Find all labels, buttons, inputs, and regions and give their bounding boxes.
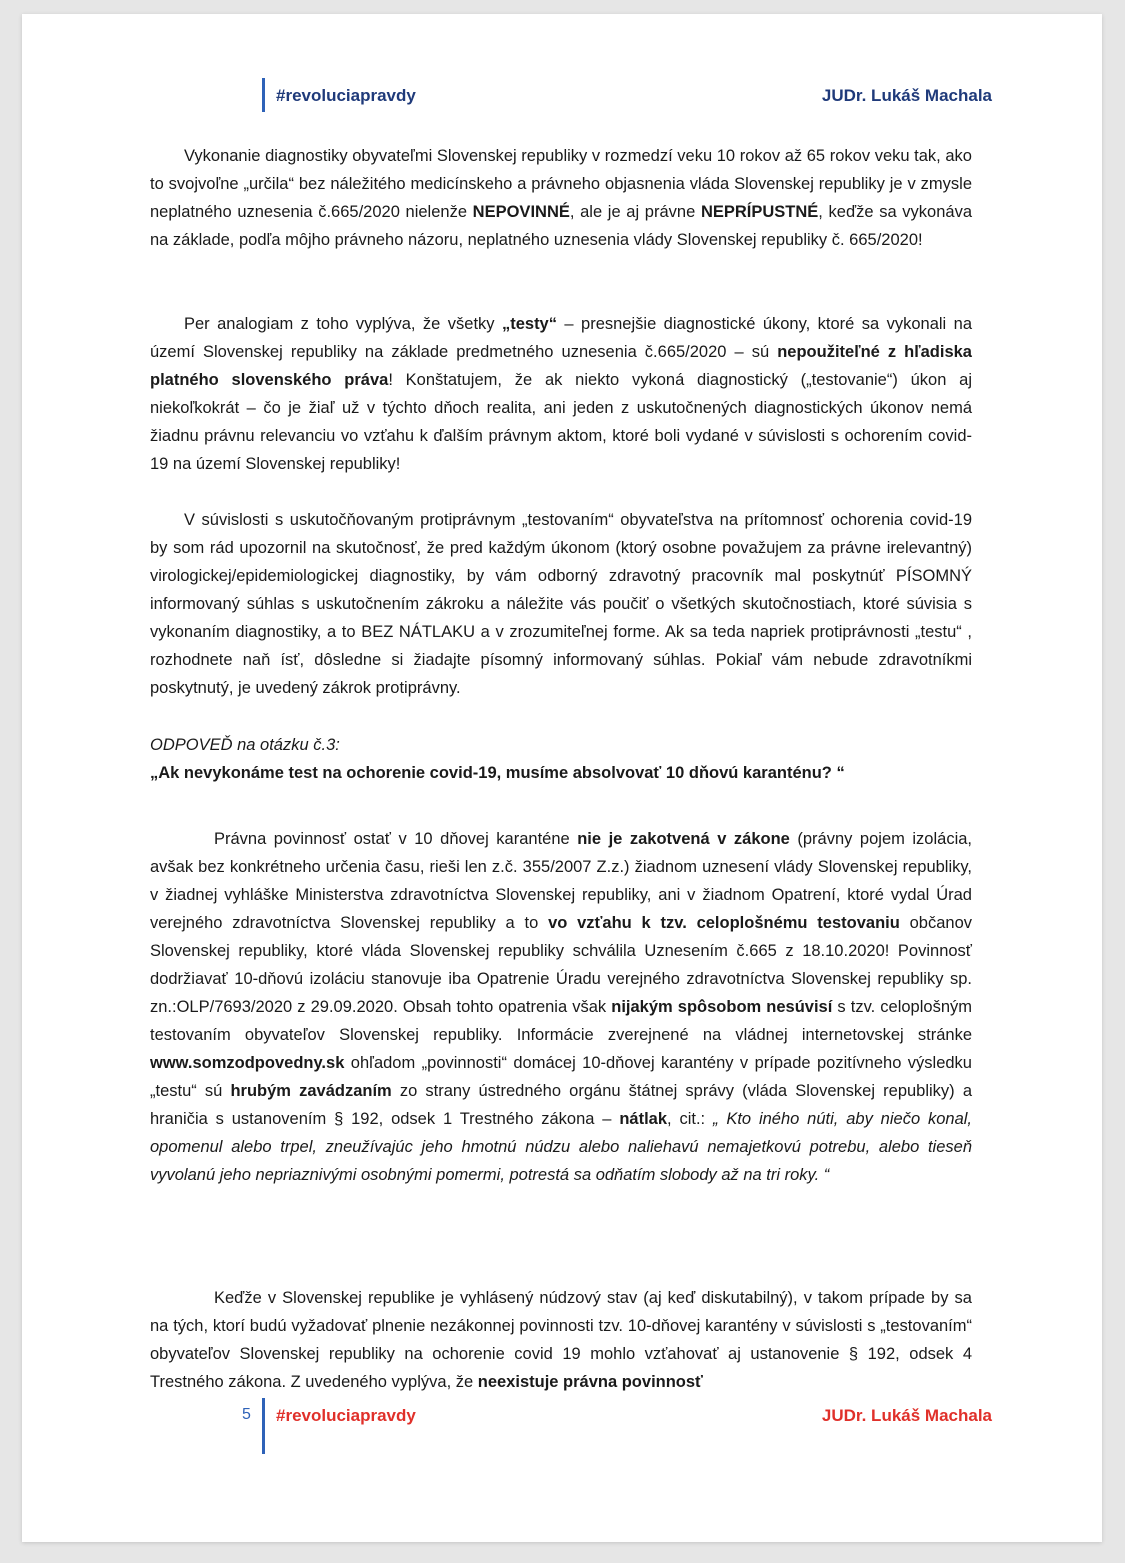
p4-text-1: Právna povinnosť ostať v 10 dňovej karanténe [214,830,578,848]
p4-bold-1: nie je zakotvená v zákone [577,830,790,848]
footer-hashtag: #revoluciapravdy [276,1406,416,1425]
p5-text-1: Keďže v Slovenskej republike je vyhlásený núdzový stav (aj keď diskutabilný), v takom prípade by sa na tých, ktorí budú vyžadovať plnenie nezákonnej povinnosti tzv. 10-dňovej karantény v súvislosti s „testovaním“ obyvateľov Slovenskej republiky na ochorenie covid 19 mohlo vzťahovať aj ustanovenie § 192, odsek 4 Trestného zákona. Z uvedeného vyplýva, že [150,1289,972,1391]
paragraph-5 [150,1284,972,1396]
p4-text-5: ohľadom „povinnosti“ domácej 10-dňovej karantény v prípade pozitívneho výsledku „testu“ sú [150,1054,972,1100]
p4-text-2: (právny pojem izolácia, avšak bez konkrétneho určenia času, rieši len z.č. 355/2007 Z.z.) žiadnom uznesení vlády Slovenskej republiky, v žiadnej vyhláške Ministerstva zdravotníctva Slovenskej republiky, ani v žiadnom Opatrení, ktoré vydal Úrad verejného zdravotníctva Slovenskej republiky a to [150,830,973,932]
p4-bold-2: vo vzťahu k tzv. celoplošnému testovaniu [548,914,900,932]
header-author: JUDr. Lukáš Machala [821,86,992,105]
paragraph-1 [150,142,972,254]
paragraph-4 [150,825,972,1189]
header-accent-bar [262,78,265,112]
page-footer [242,1398,992,1454]
p5-bold-1: neexistuje právna povinnosť [477,1373,703,1391]
p3-text-1: V súvislosti s uskutočňovaným protiprávnym „testovaním“ obyvateľstva na prítomnosť ochorenia covid-19 by som rád upozornil na skutočnosť, že pred každým úkonom (ktorý osobne považujem za právne irelevantný) virologickej/epidemiologickej diagnostiky, by vám odborný zdravotný pracovník mal poskytnúť PÍSOMNÝ informovaný súhlas s uskutočnením zákroku a náležite vás poučiť o všetkých skutočnostiach, ktoré súvisia s vykonaním diagnostiky, a to BEZ NÁTLAKU a v zrozumiteľnej forme. Ak sa teda napriek protiprávnosti „testu“ , rozhodnete naň ísť, dôsledne si žiadajte písomný informovaný súhlas. Pokiaľ vám nebude zdravotníkmi poskytnutý, je uvedený zákrok protiprávny. [150,511,972,697]
header-hashtag: #revoluciapravdy [276,86,416,105]
footer-author: JUDr. Lukáš Machala [821,1406,992,1425]
p4-text-4: s tzv. celoplošným testovaním obyvateľov Slovenskej republiky. Informácie zverejnené na vládnej internetovskej stránke [150,998,972,1044]
p4-bold-6: nátlak [619,1110,668,1128]
p1-text-3: , keďže sa vykonáva na základe, podľa môjho právneho názoru, neplatného uznesenia vlády Slovenskej republiky č. 665/2020! [150,203,973,249]
p4-italic-quote: „ Kto iného núti, aby niečo konal, opomenul alebo trpel, zneužívajúc jeho hmotnú núdzu alebo naliehavú nemajetkovú potrebu, alebo tieseň vyvolanú jeho nepriaznivými osobnými pomermi, potrestá sa odňatím slobody až na tri roky. “ [150,1110,973,1184]
answer-label: ODPOVEĎ na otázku č.3: [150,736,340,754]
p4-text-3: občanov Slovenskej republiky, ktoré vláda Slovenskej republiky schválila Uznesením č.665 z 18.10.2020! Povinnosť dodržiavať 10-dňovú izoláciu stanovuje iba Opatrenie Úradu verejného zdravotníctva Slovenskej republiky sp. zn.:OLP/7693/2020 z 29.09.2020. Obsah tohto opatrenia však [150,914,972,1016]
p1-bold-2: NEPRÍPUSTNÉ [700,203,819,221]
p4-text-6: zo strany ústredného orgánu štátnej správy (vláda Slovenskej republiky) a hraničia s ustanovením § 192, odsek 1 Trestného zákona – [150,1082,972,1128]
p4-bold-5: hrubým zavádzaním [230,1082,392,1100]
paragraph-3 [150,506,972,702]
p2-bold-2: nepoužiteľné z hľadiska platného slovenského práva [150,343,972,389]
question-text: „Ak nevykonáme test na ochorenie covid-19, musíme absolvovať 10 dňovú karanténu? “ [150,764,845,782]
p4-bold-3: nijakým spôsobom nesúvisí [611,998,833,1016]
p4-bold-website: www.somzodpovedny.sk [150,1054,345,1072]
page-header [262,78,992,112]
p1-text-1: Vykonanie diagnostiky obyvateľmi Slovenskej republiky v rozmedzí veku 10 rokov až 65 rokov veku tak, ako to svojvoľne „určila“ bez náležitého medicínskeho a právneho objasnenia vláda Slovenskej republiky je v zmysle neplatného uznesenia č.665/2020 nielenže [150,147,972,221]
page-number: 5 [242,1406,251,1423]
p2-text-3: ! Konštatujem, že ak niekto vykoná diagnostický („testovanie“) úkon aj niekoľkokrát – čo je žiaľ už v týchto dňoch realita, ani jeden z uskutočnených diagnostických úkonov nemá žiadnu právnu relevanciu vo vzťahu k ďalším právnym aktom, ktoré boli vydané v súvislosti s ochorením covid-19 na území Slovenskej republiky! [150,371,973,473]
p4-text-7: , cit.: [667,1110,713,1128]
p2-text-1: Per analogiam z toho vyplýva, že všetky [184,315,502,333]
p1-text-2: , ale je aj právne [569,203,701,221]
p2-bold-1: „testy“ [501,315,557,333]
p2-text-2: – presnejšie diagnostické úkony, ktoré sa vykonali na území Slovenskej republiky na základe predmetného uznesenia č.665/2020 – sú [150,315,972,361]
footer-accent-bar [262,1398,265,1454]
p1-bold-1: NEPOVINNÉ [472,203,570,221]
document-page [22,14,1102,1542]
paragraph-2 [150,310,972,478]
